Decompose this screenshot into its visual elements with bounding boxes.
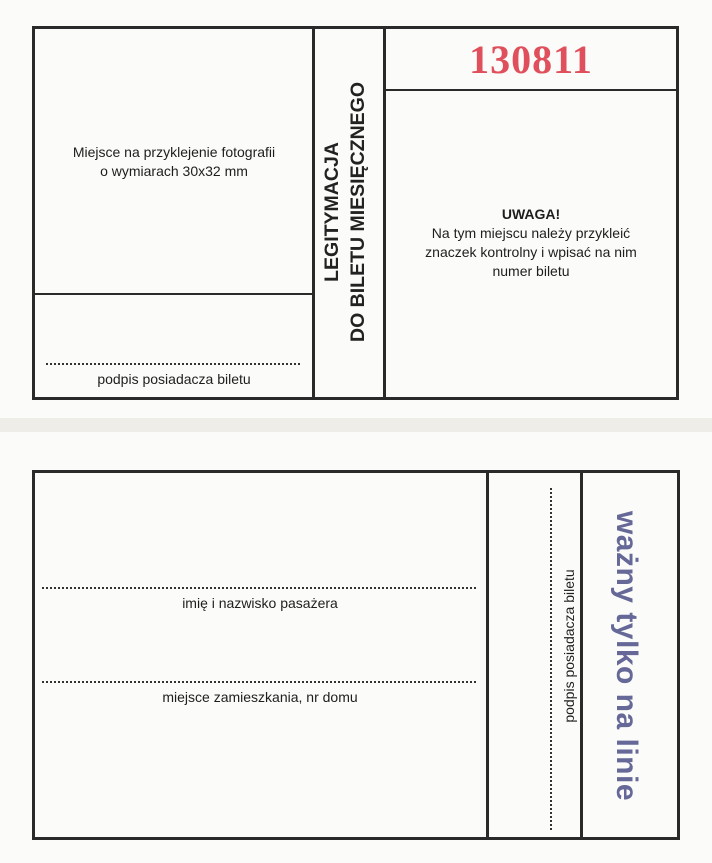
photo-placeholder-line-2: o wymiarach 30x32 mm [100, 163, 248, 179]
card-title-line-1: LEGITYMACJA [321, 142, 343, 282]
notice-heading: UWAGA! [501, 206, 561, 222]
notice-line-2: znaczek kontrolny i wpisać na nim [425, 244, 637, 260]
photo-placeholder [36, 143, 312, 181]
route-validity-stamp [609, 506, 643, 806]
front-divider-left [312, 28, 315, 398]
residence-line[interactable] [42, 681, 476, 683]
passenger-name-label: imię i nazwisko pasażera [182, 595, 338, 611]
notice-line-1: Na tym miejscu należy przykleić [431, 225, 631, 241]
photo-signature-divider [34, 293, 313, 295]
route-validity-stamp-text: ważny tylko na linie [610, 510, 643, 802]
residence-label: miejsce zamieszkania, nr domu [162, 689, 358, 705]
card-title-line-2: DO BILETU MIESIĘCZNEGO [347, 82, 369, 343]
card-separator [0, 418, 712, 432]
number-divider [385, 89, 677, 91]
passenger-name-line[interactable] [42, 587, 476, 589]
notice [394, 205, 668, 281]
holder-signature-label: podpis posiadacza biletu [97, 371, 251, 387]
back-signature-label: podpis posiadacza biletu [561, 569, 577, 723]
card-back [0, 432, 712, 863]
photo-placeholder-line-1: Miejsce na przyklejenie fotografii [72, 144, 276, 160]
card-title [319, 32, 379, 392]
front-divider-right [383, 28, 386, 398]
back-signature-line[interactable] [550, 488, 552, 830]
notice-line-3: numer biletu [492, 263, 570, 279]
back-divider-left [486, 472, 489, 838]
card-front [0, 0, 712, 418]
back-divider-right [580, 472, 583, 838]
holder-signature-line[interactable] [46, 363, 300, 365]
ticket-number: 130811 [469, 37, 593, 82]
